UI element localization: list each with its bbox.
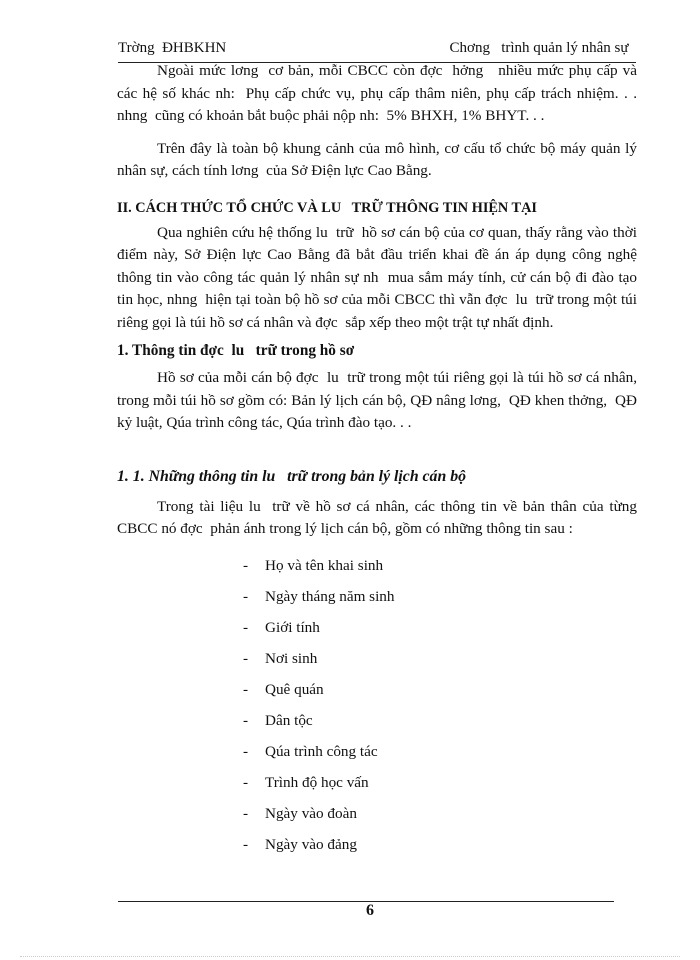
bullet-dash: - — [243, 618, 249, 636]
list-item-label: Dân tộc — [265, 711, 313, 729]
bullet-dash: - — [243, 587, 249, 605]
paragraph-allowances: Ngoài mức lơng cơ bản, mỗi CBCC còn đợc hởng nhiều mức phụ cấp và các hệ số khác nh: Phụ cấp chức vụ, phụ cấp thâm niên, phụ cấp trách nhiệm. . . nhng cũng có khoản bắt buộc phải nộp nh: 5% BHXH, 1% BHYT. . . — [117, 62, 641, 124]
list-item — [117, 617, 637, 648]
list-item-label: Quê quán — [265, 680, 324, 698]
header-school: Trờng ĐHBKHN — [118, 40, 227, 56]
bullet-dash: - — [243, 742, 249, 760]
list-item-label: Ngày tháng năm sinh — [265, 587, 395, 605]
list-item-label: Ngày vào đoàn — [265, 804, 357, 822]
bullet-dash: - — [243, 556, 249, 574]
list-item — [117, 586, 637, 617]
list-item — [117, 648, 637, 679]
list-item — [117, 741, 637, 772]
paragraph-summary: Trên đây là toàn bộ khung cảnh của mô hình, cơ cấu tổ chức bộ máy quản lý nhân sự, cách tính lơng của Sở Điện lực Cao Bằng. — [117, 139, 641, 179]
bullet-dash: - — [243, 773, 249, 791]
list-item — [117, 803, 637, 834]
list-item-label: Ngày vào đảng — [265, 835, 357, 853]
list-item — [117, 834, 637, 865]
page-body — [117, 60, 641, 865]
profile-fields-list — [117, 555, 637, 865]
list-item-label: Họ và tên khai sinh — [265, 556, 384, 574]
paragraph-records: Hồ sơ của mỗi cán bộ đợc lu trữ trong một túi riêng gọi là túi hồ sơ cá nhân, trong mỗi túi hồ sơ gồm có: Bản lý lịch cán bộ, QĐ nâng lơng, QĐ khen thởng, QĐ kỷ luật, Qúa trình công tác, Qúa trình đào tạo. . . — [117, 369, 641, 431]
page-bottom-border — [20, 956, 680, 957]
bullet-dash: - — [243, 680, 249, 698]
bullet-dash: - — [243, 711, 249, 729]
paragraph-profile: Trong tài liệu lu trữ về hồ sơ cá nhân, các thông tin về bản thân của từng CBCC nó đợc phản ánh trong lý lịch cán bộ, gồm có những thông tin sau : — [117, 497, 641, 537]
list-item-label: Qúa trình công tác — [265, 742, 378, 760]
paragraph-research: Qua nghiên cứu hệ thống lu trữ hồ sơ cán bộ của cơ quan, thấy rằng vào thời điểm này, Sở Điện lực Cao Bằng đã bắt đầu triển khai đề án áp dụng công nghệ thông tin vào công tác quản lý nhân sự nh mua sắm máy tính, cử cán bộ đi đào tạo tin học, nhng hiện tại toàn bộ hồ sơ của mỗi CBCC thì vẫn đợc lu trữ trong một túi riêng gọi là túi hồ sơ cá nhân và đợc sắp xếp theo một trật tự nhất định. — [117, 223, 641, 331]
bullet-dash: - — [243, 804, 249, 822]
list-item-label: Giới tính — [265, 618, 320, 636]
subsection-heading-1-1: 1. 1. Những thông tin lu trữ trong bản lý lịch cán bộ — [117, 467, 466, 485]
list-item — [117, 710, 637, 741]
list-item — [117, 772, 637, 803]
list-item — [117, 555, 637, 586]
section-heading-ii: II. CÁCH THỨC TỔ CHỨC VÀ LU TRỮ THÔNG TIN HIỆN TẠI — [117, 199, 537, 216]
list-item-label: Trình độ học vấn — [265, 773, 369, 791]
list-item-label: Nơi sinh — [265, 649, 318, 667]
bullet-dash: - — [243, 835, 249, 853]
bullet-dash: - — [243, 649, 249, 667]
list-item — [117, 679, 637, 710]
header-program: Chơng trình quản lý nhân sự — [449, 40, 636, 56]
page-number: 6 — [366, 902, 374, 919]
subsection-heading-1: 1. Thông tin đợc lu trữ trong hồ sơ — [117, 342, 355, 359]
